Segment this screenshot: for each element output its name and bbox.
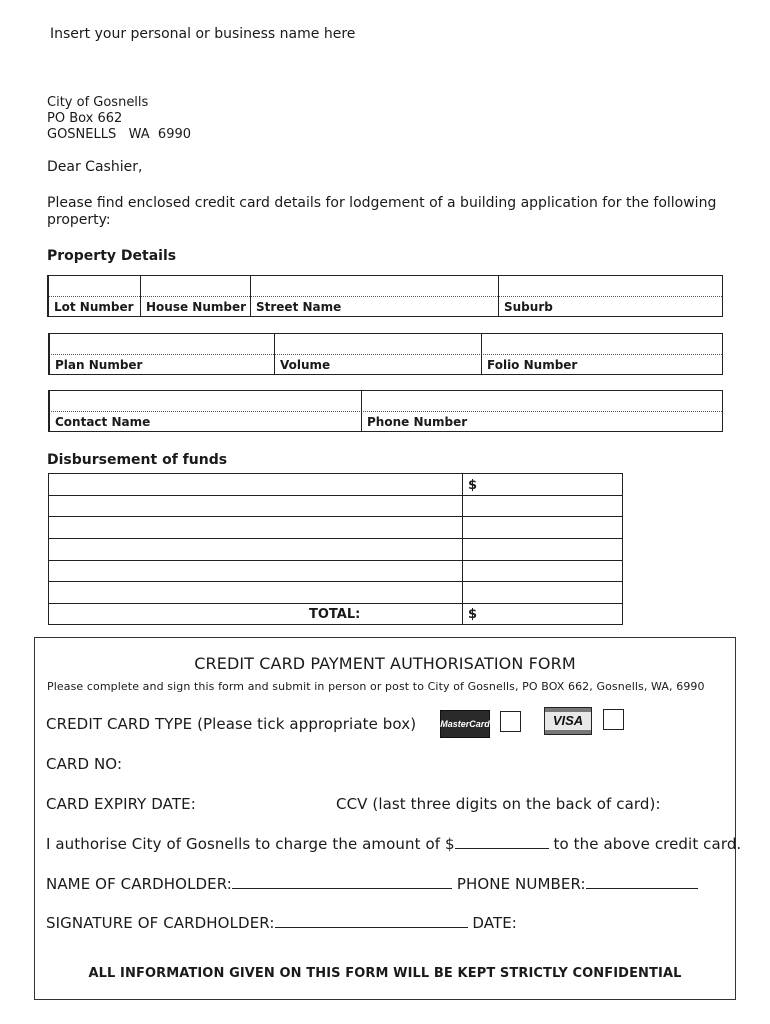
phone-number-field[interactable] xyxy=(361,391,722,431)
plan-number-field[interactable] xyxy=(49,334,274,374)
ccv-field[interactable] xyxy=(655,790,725,814)
authorise-text-start: I authorise City of Gosnells to charge the amount of $ xyxy=(46,835,455,853)
contact-name-label: Contact Name xyxy=(55,415,151,429)
card-type-label: CREDIT CARD TYPE (Please tick appropriate box) xyxy=(46,715,417,733)
street-name-field[interactable] xyxy=(250,276,498,316)
business-name-placeholder[interactable]: Insert your personal or business name here xyxy=(50,26,356,42)
cc-form-subtitle: Please complete and sign this form and submit in person or post to City of Gosnells, PO BOX 662, Gosnells, WA, 6990 xyxy=(47,680,705,693)
visa-logo xyxy=(544,707,592,735)
date-field[interactable] xyxy=(531,908,721,932)
lot-number-field[interactable] xyxy=(48,276,140,316)
lot-number-label: Lot Number xyxy=(54,300,134,314)
street-name-label: Street Name xyxy=(256,300,342,314)
house-number-label: House Number xyxy=(146,300,247,314)
volume-label: Volume xyxy=(280,358,331,372)
disbursement-desc-3[interactable] xyxy=(49,516,462,538)
disbursement-desc-4[interactable] xyxy=(49,538,462,560)
plan-number-label: Plan Number xyxy=(55,358,143,372)
signature-field[interactable] xyxy=(275,913,468,928)
phone-number-label-cc: PHONE NUMBER: xyxy=(456,875,586,893)
mastercard-checkbox[interactable] xyxy=(500,711,521,732)
confidential-notice: ALL INFORMATION GIVEN ON THIS FORM WILL BE KEPT STRICTLY CONFIDENTIAL xyxy=(88,966,682,981)
date-label: DATE: xyxy=(472,914,517,932)
disbursement-heading: Disbursement of funds xyxy=(47,452,228,468)
total-amount-field[interactable] xyxy=(462,603,622,624)
intro-line-2: property: xyxy=(47,212,111,228)
folio-number-label: Folio Number xyxy=(487,358,578,372)
card-number-label: CARD NO: xyxy=(46,755,123,773)
property-row-1 xyxy=(47,275,723,317)
disbursement-desc-2[interactable] xyxy=(49,495,462,516)
cardholder-name-field[interactable] xyxy=(232,874,452,889)
folio-number-field[interactable] xyxy=(481,334,722,374)
card-expiry-field[interactable] xyxy=(200,790,330,814)
authorise-text-end: to the above credit card. xyxy=(553,835,742,853)
signature-date-line xyxy=(46,913,517,932)
address-line-1: City of Gosnells xyxy=(47,95,149,110)
disbursement-currency: $ xyxy=(468,478,478,493)
suburb-label: Suburb xyxy=(504,300,553,314)
suburb-field[interactable] xyxy=(498,276,722,316)
visa-logo-text: VISA xyxy=(552,713,584,728)
disbursement-desc-5[interactable] xyxy=(49,560,462,581)
total-currency: $ xyxy=(468,607,478,622)
property-row-2 xyxy=(48,333,723,375)
name-phone-line xyxy=(46,874,698,893)
mastercard-logo-text: MasterCard xyxy=(440,719,490,729)
cc-form-title: CREDIT CARD PAYMENT AUTHORISATION FORM xyxy=(194,654,576,673)
intro-line-1: Please find enclosed credit card details for lodgement of a building application for the following xyxy=(47,195,717,211)
signature-label: SIGNATURE OF CARDHOLDER: xyxy=(46,914,275,932)
amount-field[interactable] xyxy=(455,834,549,849)
house-number-field[interactable] xyxy=(140,276,250,316)
mastercard-logo xyxy=(440,710,490,738)
volume-field[interactable] xyxy=(274,334,481,374)
authorise-statement xyxy=(46,834,741,853)
salutation: Dear Cashier, xyxy=(47,159,143,175)
phone-number-label: Phone Number xyxy=(367,415,468,429)
disbursement-desc-1[interactable] xyxy=(49,474,462,495)
address-line-3: GOSNELLS WA 6990 xyxy=(47,127,192,142)
card-expiry-label: CARD EXPIRY DATE: xyxy=(46,795,196,813)
property-details-heading: Property Details xyxy=(47,248,177,264)
disbursement-table xyxy=(48,473,623,625)
visa-checkbox[interactable] xyxy=(603,709,624,730)
address-line-2: PO Box 662 xyxy=(47,111,123,126)
credit-card-form xyxy=(34,637,742,1000)
card-number-field[interactable] xyxy=(135,750,715,774)
total-label: TOTAL: xyxy=(309,607,361,622)
phone-number-field-cc[interactable] xyxy=(586,874,698,889)
ccv-label: CCV (last three digits on the back of card): xyxy=(336,795,661,813)
cardholder-name-label: NAME OF CARDHOLDER: xyxy=(46,875,232,893)
contact-name-field[interactable] xyxy=(49,391,361,431)
disbursement-desc-6[interactable] xyxy=(49,581,462,603)
property-row-3 xyxy=(48,390,723,432)
